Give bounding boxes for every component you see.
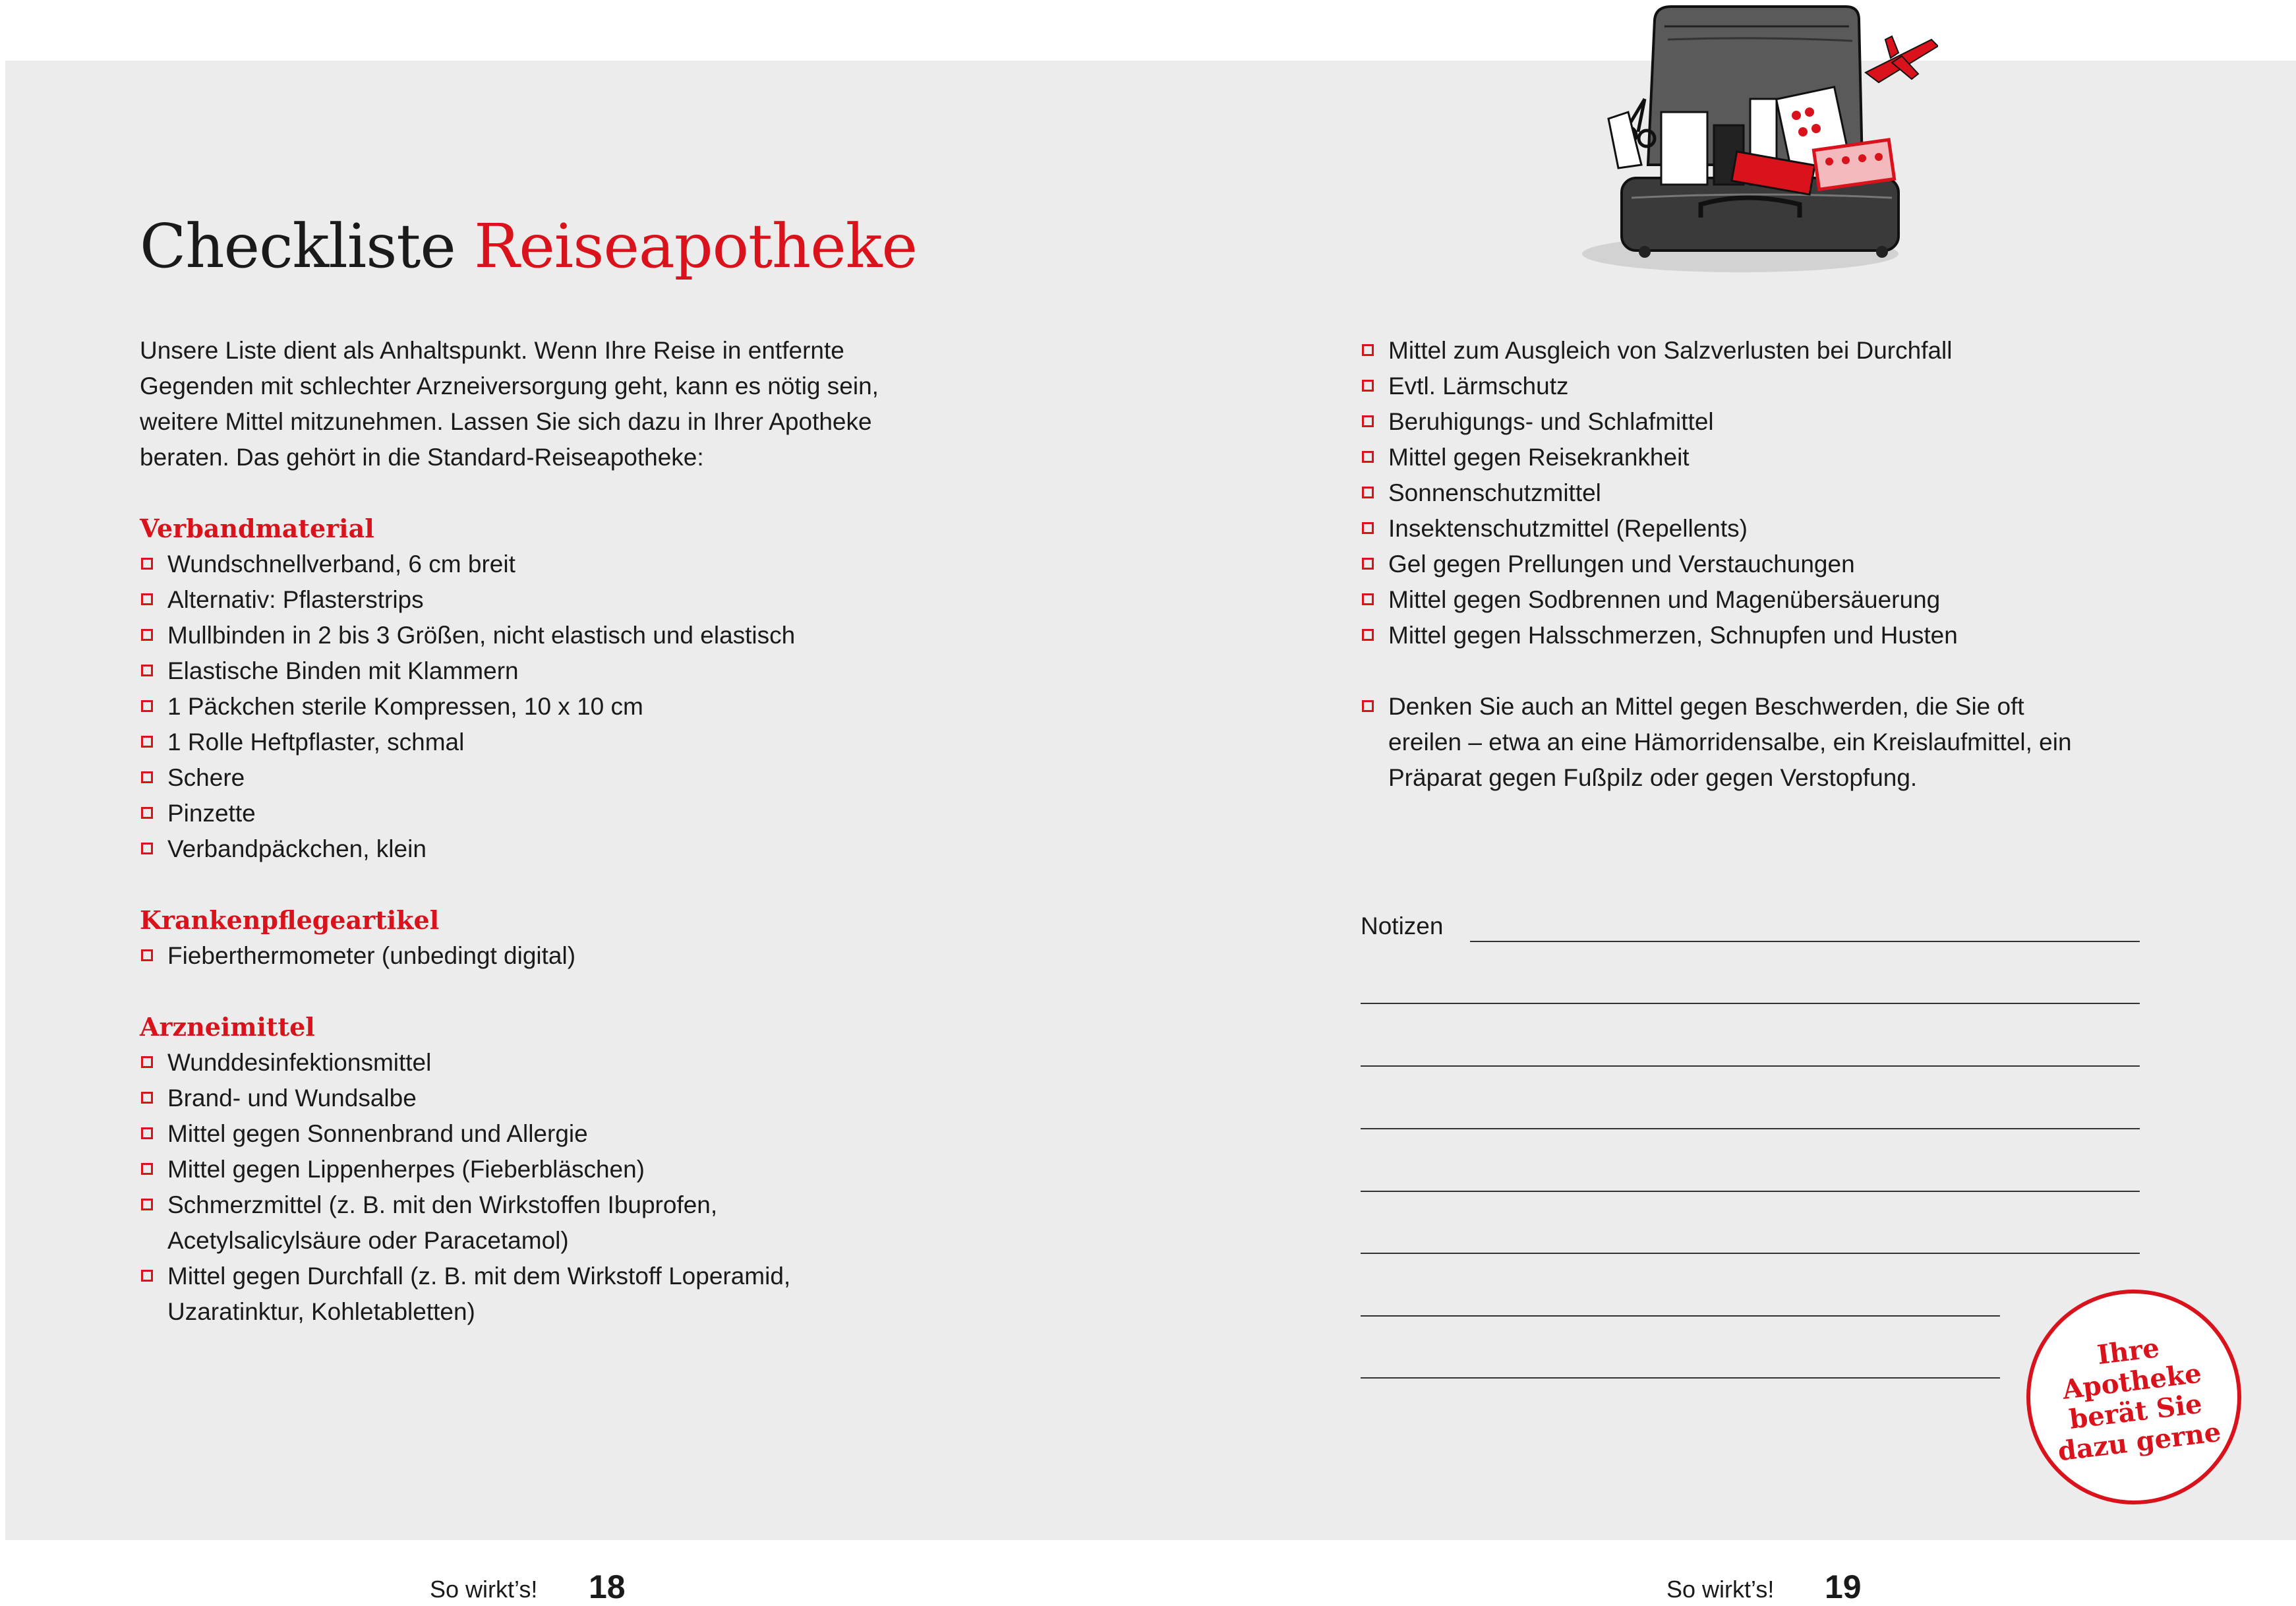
checklist-item [140, 938, 1293, 974]
airplane-icon [1866, 36, 1938, 82]
checkbox[interactable] [141, 1163, 153, 1175]
checklist-item [140, 582, 1293, 618]
checklist-item-label: Wundschnellverband, 6 cm breit [167, 550, 515, 578]
checklist-item-label: Mittel gegen Sonnenbrand und Allergie [167, 1120, 588, 1147]
checklist-item-label: Schmerzmittel (z. B. mit den Wirkstoffen Ibuprofen, Acetylsalicylsäure oder Paracetamol) [167, 1191, 718, 1254]
checklist-item [140, 1187, 845, 1259]
checklist-item-label: Fieberthermometer (unbedingt digital) [167, 942, 576, 969]
notes-line[interactable] [1361, 1253, 2140, 1254]
page-number-right: 19 [1825, 1568, 1862, 1605]
footer-label-right: So wirkt’s! [1666, 1576, 1775, 1603]
checklist-item [1361, 440, 2185, 475]
checklist-right [1361, 333, 2185, 653]
notes-line[interactable] [1361, 1128, 2140, 1129]
checklist-item [140, 1081, 845, 1116]
checklist-item [1361, 547, 2185, 582]
checklist-item-label: Mittel gegen Lippenherpes (Fieberbläschen) [167, 1156, 645, 1183]
checkbox[interactable] [141, 736, 153, 748]
notes-line[interactable] [1361, 1003, 2140, 1004]
title-part-black: Checkliste [140, 211, 456, 282]
checklist-item-label: Mittel zum Ausgleich von Salzverlusten bei Durchfall [1388, 337, 1953, 364]
checkbox[interactable] [141, 1092, 153, 1104]
checkbox[interactable] [141, 949, 153, 961]
checklist-item-label: 1 Rolle Heftpflaster, schmal [167, 729, 465, 756]
checklist-item [140, 760, 1293, 796]
checklist-item-label: Alternativ: Pflasterstrips [167, 586, 424, 613]
checklist-item [1361, 333, 2185, 369]
checkbox[interactable] [1362, 593, 1374, 605]
footer-label-left: So wirkt’s! [430, 1576, 538, 1603]
checklist-item-label: Mittel gegen Sodbrennen und Magenübersäuerung [1388, 586, 1941, 613]
checklist-item-label: Elastische Binden mit Klammern [167, 657, 519, 684]
checkbox[interactable] [1362, 629, 1374, 641]
checklist-item-label: Wunddesinfektionsmittel [167, 1049, 432, 1076]
checkbox[interactable] [141, 1270, 153, 1282]
checklist-item-label: Mittel gegen Reisekrankheit [1388, 444, 1690, 471]
badge-text: Ihre Apotheke berät Sie dazu gerne [2056, 1332, 2223, 1468]
checklist-item [140, 653, 1293, 689]
suitcase-icon [1582, 0, 1938, 277]
page-title [140, 211, 917, 282]
suitcase-body [1622, 178, 1899, 251]
notes-line[interactable] [1361, 1065, 2140, 1067]
title-part-red: Reiseapotheke [474, 211, 917, 282]
checklist-item-label: Gel gegen Prellungen und Verstauchungen [1388, 550, 1855, 578]
checklist-item-label: Pinzette [167, 800, 256, 827]
notes-line[interactable] [1361, 1191, 2140, 1192]
checkbox[interactable] [1362, 344, 1374, 356]
checklist-item [140, 725, 1293, 760]
checkbox[interactable] [141, 807, 153, 819]
checklist-item-label: Mullbinden in 2 bis 3 Größen, nicht elastisch und elastisch [167, 622, 796, 649]
section-heading-verbandmaterial: Verbandmaterial [140, 514, 374, 543]
section-heading-krankenpflegeartikel: Krankenpflegeartikel [140, 905, 440, 935]
checklist-item [1361, 369, 2185, 404]
checkbox[interactable] [1362, 522, 1374, 534]
notes-line[interactable] [1361, 1377, 2000, 1379]
checkbox[interactable] [141, 700, 153, 712]
page-number-left: 18 [589, 1568, 626, 1605]
checklist-item-label: Mittel gegen Durchfall (z. B. mit dem Wirkstoff Loperamid, Uzaratinktur, Kohletabletten) [167, 1263, 791, 1325]
checklist-item-label: Evtl. Lärmschutz [1388, 372, 1569, 400]
checkbox[interactable] [1362, 558, 1374, 570]
left-column [140, 333, 1293, 1330]
checklist-item [140, 796, 1293, 831]
checklist-item-label: Verbandpäckchen, klein [167, 835, 427, 862]
checklist-krankenpflegeartikel [140, 938, 1293, 974]
checkbox[interactable] [1362, 415, 1374, 427]
checklist-item-label: Beruhigungs- und Schlafmittel [1388, 408, 1714, 435]
notes-line[interactable] [1361, 1315, 2000, 1317]
checklist-item [140, 1045, 845, 1081]
checklist-item [1361, 618, 2185, 653]
right-column [1361, 333, 2185, 796]
checklist-right-extra [1361, 689, 2092, 796]
checkbox[interactable] [141, 593, 153, 605]
checklist-item [1361, 511, 2185, 547]
checkbox[interactable] [141, 1056, 153, 1068]
checklist-item [140, 547, 1293, 582]
checkbox[interactable] [1362, 487, 1374, 498]
intro-paragraph: Unsere Liste dient als Anhaltspunkt. Wenn Ihre Reise in entfernte Gegenden mit schlechter Arzneiversorgung geht, kann es nötig sein, weitere Mittel mitzunehmen. Lassen Sie sich dazu in Ihrer Apotheke beraten. Das gehört in die Standard-Reiseapotheke: [140, 337, 879, 471]
checklist-item [1361, 475, 2185, 511]
checklist-item [1361, 582, 2185, 618]
checklist-item-label: Schere [167, 764, 245, 791]
checkbox[interactable] [1362, 700, 1374, 712]
checkbox[interactable] [1362, 451, 1374, 463]
checklist-item [1361, 404, 2185, 440]
checkbox[interactable] [141, 629, 153, 641]
checkbox[interactable] [141, 665, 153, 676]
notes-label: Notizen [1361, 912, 1444, 939]
section-heading-arzneimittel: Arzneimittel [140, 1012, 315, 1042]
notes-line[interactable] [1470, 941, 2140, 942]
checklist-item [140, 1152, 845, 1187]
checklist-item [140, 618, 1293, 653]
checkbox[interactable] [141, 771, 153, 783]
checklist-item-label: Brand- und Wundsalbe [167, 1085, 417, 1112]
checklist-item [140, 689, 1293, 725]
checklist-item-label: 1 Päckchen sterile Kompressen, 10 x 10 cm [167, 693, 643, 720]
checklist-item-label: Mittel gegen Halsschmerzen, Schnupfen und Husten [1388, 622, 1958, 649]
checklist-item [1361, 689, 2092, 796]
checklist-item [140, 831, 1293, 867]
checklist-item [140, 1259, 845, 1330]
checkbox[interactable] [1362, 380, 1374, 392]
checklist-verbandmaterial [140, 547, 1293, 867]
checklist-item-label: Sonnenschutzmittel [1388, 479, 1601, 506]
checkbox[interactable] [141, 843, 153, 854]
checkbox[interactable] [141, 1127, 153, 1139]
checkbox[interactable] [141, 558, 153, 570]
checklist-arzneimittel [140, 1045, 845, 1330]
checklist-item [140, 1116, 845, 1152]
checklist-item-label: Insektenschutzmittel (Repellents) [1388, 515, 1748, 542]
checkbox[interactable] [141, 1199, 153, 1210]
checklist-item-label: Denken Sie auch an Mittel gegen Beschwerden, die Sie oft ereilen – etwa an eine Hämorridensalbe, ein Kreislaufmittel, ein Präparat gegen Fußpilz oder gegen Verstopfung. [1388, 693, 2072, 791]
